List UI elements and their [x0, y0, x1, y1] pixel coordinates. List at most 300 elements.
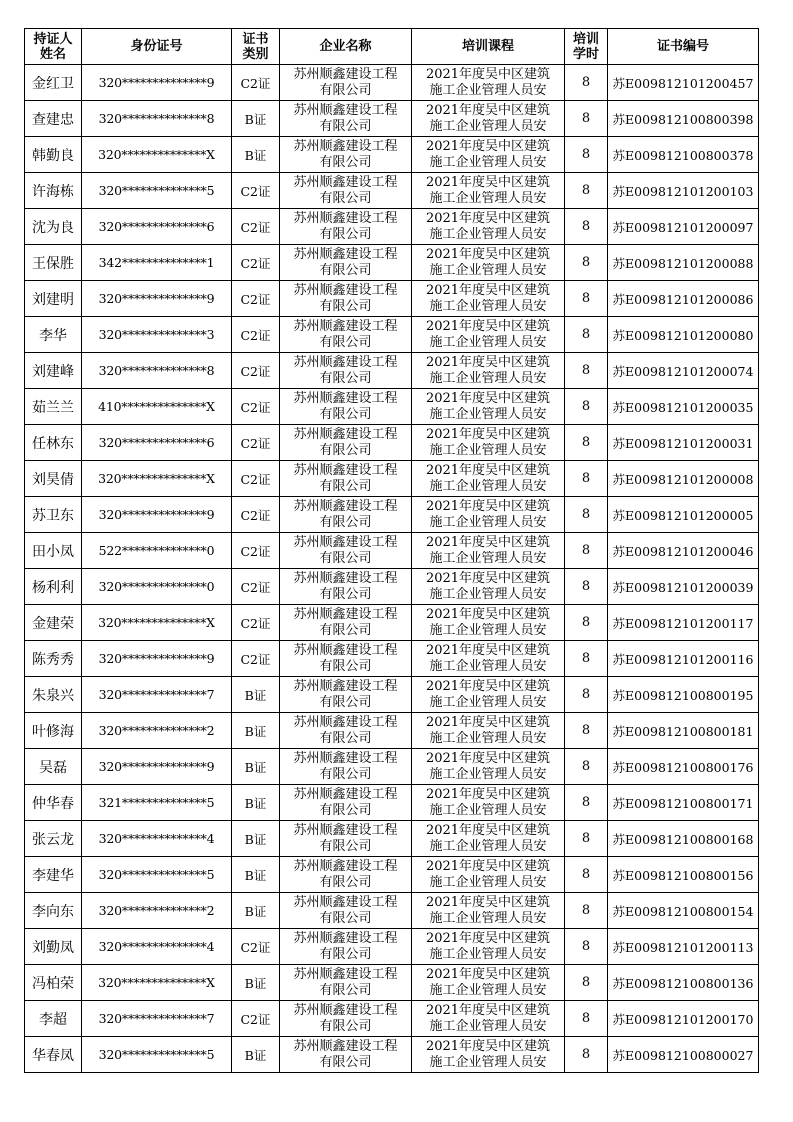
- certificate-number-cell: 苏E009812101200097: [608, 209, 759, 245]
- company-name-line: 苏州顺鑫建设工程: [293, 858, 398, 874]
- certificate-type-cell: C2证: [232, 461, 280, 497]
- certificate-number-cell: 苏E009812100800398: [608, 101, 759, 137]
- company-name-cell: [280, 461, 412, 497]
- certificate-type-cell: B证: [232, 101, 280, 137]
- company-name-cell: [280, 497, 412, 533]
- training-course-line: 施工企业管理人员安: [429, 370, 547, 386]
- company-name-line: 苏州顺鑫建设工程: [293, 642, 398, 658]
- training-course-line: 2021年度吴中区建筑: [425, 786, 551, 802]
- training-course-cell: [412, 785, 565, 821]
- training-course-cell: [412, 65, 565, 101]
- training-course-line: 2021年度吴中区建筑: [425, 930, 551, 946]
- training-hours-cell: 8: [565, 1001, 608, 1037]
- holder-name-cell: 沈为良: [25, 209, 82, 245]
- table-row: [25, 533, 759, 569]
- training-course-line: 2021年度吴中区建筑: [425, 426, 551, 442]
- training-course-line: 施工企业管理人员安: [429, 1054, 547, 1070]
- certificate-number-cell: 苏E009812101200074: [608, 353, 759, 389]
- header-row: [25, 29, 759, 65]
- company-name-cell: [280, 641, 412, 677]
- company-name-line: 有限公司: [319, 370, 372, 386]
- training-course-cell: [412, 101, 565, 137]
- id-number-cell: 320**************4: [82, 821, 232, 857]
- company-name-line: 有限公司: [319, 658, 372, 674]
- company-name-cell: [280, 785, 412, 821]
- certificate-number-cell: 苏E009812101200113: [608, 929, 759, 965]
- table-row: [25, 821, 759, 857]
- training-course-line: 2021年度吴中区建筑: [425, 750, 551, 766]
- header-training-course: 培训课程: [412, 29, 565, 65]
- certificate-number-cell: 苏E009812101200046: [608, 533, 759, 569]
- certificate-roster-table: [24, 28, 759, 1073]
- id-number-cell: 320**************6: [82, 425, 232, 461]
- company-name-line: 有限公司: [319, 874, 372, 890]
- training-hours-cell: 8: [565, 713, 608, 749]
- company-name-line: 有限公司: [319, 550, 372, 566]
- training-course-line: 2021年度吴中区建筑: [425, 138, 551, 154]
- training-course-line: 2021年度吴中区建筑: [425, 1038, 551, 1054]
- training-hours-cell: 8: [565, 965, 608, 1001]
- id-number-cell: 320**************5: [82, 857, 232, 893]
- company-name-line: 有限公司: [319, 982, 372, 998]
- company-name-line: 有限公司: [319, 1054, 372, 1070]
- training-course-cell: [412, 641, 565, 677]
- company-name-cell: [280, 65, 412, 101]
- certificate-type-cell: B证: [232, 821, 280, 857]
- company-name-line: 苏州顺鑫建设工程: [293, 1038, 398, 1054]
- training-course-line: 2021年度吴中区建筑: [425, 390, 551, 406]
- company-name-cell: [280, 317, 412, 353]
- training-course-cell: [412, 353, 565, 389]
- training-hours-cell: 8: [565, 389, 608, 425]
- company-name-line: 苏州顺鑫建设工程: [293, 1002, 398, 1018]
- training-course-cell: [412, 389, 565, 425]
- company-name-line: 有限公司: [319, 262, 372, 278]
- certificate-type-cell: C2证: [232, 389, 280, 425]
- company-name-cell: [280, 677, 412, 713]
- training-hours-cell: 8: [565, 893, 608, 929]
- certificate-number-cell: 苏E009812101200086: [608, 281, 759, 317]
- certificate-type-cell: B证: [232, 785, 280, 821]
- company-name-line: 苏州顺鑫建设工程: [293, 822, 398, 838]
- id-number-cell: 320**************9: [82, 641, 232, 677]
- training-course-cell: [412, 893, 565, 929]
- company-name-line: 苏州顺鑫建设工程: [293, 606, 398, 622]
- holder-name-cell: 李建华: [25, 857, 82, 893]
- training-course-cell: [412, 317, 565, 353]
- company-name-cell: [280, 857, 412, 893]
- holder-name-cell: 苏卫东: [25, 497, 82, 533]
- table-row: [25, 857, 759, 893]
- company-name-line: 苏州顺鑫建设工程: [293, 390, 398, 406]
- certificate-type-cell: C2证: [232, 641, 280, 677]
- certificate-type-cell: B证: [232, 749, 280, 785]
- certificate-number-cell: 苏E009812100800378: [608, 137, 759, 173]
- company-name-line: 有限公司: [319, 694, 372, 710]
- company-name-line: 有限公司: [319, 838, 372, 854]
- training-course-cell: [412, 749, 565, 785]
- id-number-cell: 320**************5: [82, 1037, 232, 1073]
- id-number-cell: 320**************9: [82, 497, 232, 533]
- training-course-line: 施工企业管理人员安: [429, 910, 547, 926]
- training-course-line: 2021年度吴中区建筑: [425, 282, 551, 298]
- training-course-line: 施工企业管理人员安: [429, 82, 547, 98]
- holder-name-cell: 刘昊倩: [25, 461, 82, 497]
- holder-name-cell: 许海栋: [25, 173, 82, 209]
- training-course-line: 施工企业管理人员安: [429, 874, 547, 890]
- table-row: [25, 893, 759, 929]
- training-course-line: 2021年度吴中区建筑: [425, 858, 551, 874]
- table-row: [25, 1037, 759, 1073]
- certificate-type-cell: C2证: [232, 569, 280, 605]
- training-course-line: 施工企业管理人员安: [429, 946, 547, 962]
- company-name-cell: [280, 425, 412, 461]
- certificate-type-cell: C2证: [232, 497, 280, 533]
- company-name-line: 苏州顺鑫建设工程: [293, 138, 398, 154]
- company-name-line: 有限公司: [319, 802, 372, 818]
- table-row: [25, 749, 759, 785]
- holder-name-cell: 冯柏荣: [25, 965, 82, 1001]
- holder-name-cell: 刘建明: [25, 281, 82, 317]
- roster-body: [25, 65, 759, 1073]
- training-course-line: 2021年度吴中区建筑: [425, 606, 551, 622]
- training-course-line: 2021年度吴中区建筑: [425, 498, 551, 514]
- training-hours-cell: 8: [565, 1037, 608, 1073]
- training-course-line: 施工企业管理人员安: [429, 406, 547, 422]
- company-name-cell: [280, 353, 412, 389]
- holder-name-cell: 王保胜: [25, 245, 82, 281]
- header-certificate-number: 证书编号: [608, 29, 759, 65]
- certificate-type-cell: B证: [232, 965, 280, 1001]
- certificate-type-cell: C2证: [232, 173, 280, 209]
- company-name-line: 有限公司: [319, 82, 372, 98]
- training-course-line: 2021年度吴中区建筑: [425, 534, 551, 550]
- company-name-line: 苏州顺鑫建设工程: [293, 282, 398, 298]
- table-row: [25, 641, 759, 677]
- training-course-cell: [412, 713, 565, 749]
- training-course-line: 施工企业管理人员安: [429, 118, 547, 134]
- id-number-cell: 320**************9: [82, 749, 232, 785]
- company-name-line: 苏州顺鑫建设工程: [293, 894, 398, 910]
- certificate-number-cell: 苏E009812100800181: [608, 713, 759, 749]
- company-name-cell: [280, 713, 412, 749]
- id-number-cell: 320**************X: [82, 461, 232, 497]
- id-number-cell: 522**************0: [82, 533, 232, 569]
- company-name-cell: [280, 281, 412, 317]
- training-hours-cell: 8: [565, 641, 608, 677]
- company-name-line: 苏州顺鑫建设工程: [293, 498, 398, 514]
- table-row: [25, 605, 759, 641]
- company-name-line: 有限公司: [319, 478, 372, 494]
- holder-name-cell: 刘勤凤: [25, 929, 82, 965]
- holder-name-cell: 任林东: [25, 425, 82, 461]
- training-course-cell: [412, 1037, 565, 1073]
- company-name-cell: [280, 101, 412, 137]
- training-course-line: 2021年度吴中区建筑: [425, 1002, 551, 1018]
- training-hours-cell: 8: [565, 245, 608, 281]
- company-name-cell: [280, 533, 412, 569]
- training-course-line: 施工企业管理人员安: [429, 154, 547, 170]
- training-course-line: 施工企业管理人员安: [429, 514, 547, 530]
- certificate-number-cell: 苏E009812101200116: [608, 641, 759, 677]
- training-course-cell: [412, 281, 565, 317]
- certificate-number-cell: 苏E009812101200008: [608, 461, 759, 497]
- company-name-line: 苏州顺鑫建设工程: [293, 750, 398, 766]
- table-row: [25, 569, 759, 605]
- training-hours-cell: 8: [565, 101, 608, 137]
- training-course-line: 2021年度吴中区建筑: [425, 894, 551, 910]
- certificate-number-cell: 苏E009812100800176: [608, 749, 759, 785]
- certificate-type-cell: C2证: [232, 1001, 280, 1037]
- training-hours-cell: 8: [565, 929, 608, 965]
- training-hours-cell: 8: [565, 605, 608, 641]
- training-hours-cell: 8: [565, 425, 608, 461]
- company-name-line: 有限公司: [319, 334, 372, 350]
- training-course-line: 施工企业管理人员安: [429, 334, 547, 350]
- id-number-cell: 320**************4: [82, 929, 232, 965]
- holder-name-cell: 仲华春: [25, 785, 82, 821]
- training-course-cell: [412, 677, 565, 713]
- company-name-line: 苏州顺鑫建设工程: [293, 714, 398, 730]
- company-name-line: 苏州顺鑫建设工程: [293, 318, 398, 334]
- training-hours-cell: 8: [565, 821, 608, 857]
- training-hours-cell: 8: [565, 209, 608, 245]
- holder-name-cell: 金红卫: [25, 65, 82, 101]
- company-name-line: 有限公司: [319, 730, 372, 746]
- training-course-line: 施工企业管理人员安: [429, 298, 547, 314]
- certificate-number-cell: 苏E009812101200039: [608, 569, 759, 605]
- certificate-type-cell: C2证: [232, 245, 280, 281]
- certificate-number-cell: 苏E009812101200117: [608, 605, 759, 641]
- table-row: [25, 65, 759, 101]
- table-row: [25, 713, 759, 749]
- certificate-number-cell: 苏E009812100800168: [608, 821, 759, 857]
- holder-name-cell: 朱泉兴: [25, 677, 82, 713]
- training-hours-cell: 8: [565, 569, 608, 605]
- certificate-number-cell: 苏E009812100800171: [608, 785, 759, 821]
- holder-name-cell: 韩勤良: [25, 137, 82, 173]
- certificate-type-cell: B证: [232, 1037, 280, 1073]
- training-course-cell: [412, 857, 565, 893]
- table-row: [25, 137, 759, 173]
- holder-name-cell: 李华: [25, 317, 82, 353]
- company-name-cell: [280, 137, 412, 173]
- company-name-line: 苏州顺鑫建设工程: [293, 210, 398, 226]
- holder-name-cell: 李超: [25, 1001, 82, 1037]
- table-row: [25, 785, 759, 821]
- training-hours-cell: 8: [565, 353, 608, 389]
- company-name-line: 苏州顺鑫建设工程: [293, 102, 398, 118]
- training-course-cell: [412, 461, 565, 497]
- training-hours-cell: 8: [565, 137, 608, 173]
- table-row: [25, 101, 759, 137]
- certificate-number-cell: 苏E009812101200005: [608, 497, 759, 533]
- training-hours-cell: 8: [565, 317, 608, 353]
- id-number-cell: 320**************9: [82, 281, 232, 317]
- company-name-cell: [280, 173, 412, 209]
- certificate-type-cell: C2证: [232, 353, 280, 389]
- id-number-cell: 320**************0: [82, 569, 232, 605]
- holder-name-cell: 田小凤: [25, 533, 82, 569]
- company-name-line: 苏州顺鑫建设工程: [293, 174, 398, 190]
- holder-name-cell: 茹兰兰: [25, 389, 82, 425]
- training-course-line: 施工企业管理人员安: [429, 802, 547, 818]
- company-name-line: 苏州顺鑫建设工程: [293, 570, 398, 586]
- training-course-cell: [412, 425, 565, 461]
- id-number-cell: 320**************6: [82, 209, 232, 245]
- holder-name-cell: 查建忠: [25, 101, 82, 137]
- company-name-cell: [280, 389, 412, 425]
- training-course-line: 施工企业管理人员安: [429, 694, 547, 710]
- training-hours-cell: 8: [565, 497, 608, 533]
- table-row: [25, 677, 759, 713]
- company-name-line: 有限公司: [319, 190, 372, 206]
- certificate-number-cell: 苏E009812101200088: [608, 245, 759, 281]
- company-name-cell: [280, 749, 412, 785]
- training-course-cell: [412, 497, 565, 533]
- company-name-line: 有限公司: [319, 910, 372, 926]
- training-course-line: 2021年度吴中区建筑: [425, 102, 551, 118]
- table-row: [25, 281, 759, 317]
- training-course-line: 2021年度吴中区建筑: [425, 642, 551, 658]
- certificate-type-cell: C2证: [232, 929, 280, 965]
- id-number-cell: 320**************X: [82, 965, 232, 1001]
- company-name-line: 有限公司: [319, 406, 372, 422]
- header-certificate-type: 证书 类别: [232, 29, 280, 65]
- company-name-line: 苏州顺鑫建设工程: [293, 354, 398, 370]
- company-name-line: 苏州顺鑫建设工程: [293, 786, 398, 802]
- training-course-line: 2021年度吴中区建筑: [425, 570, 551, 586]
- company-name-cell: [280, 1037, 412, 1073]
- certificate-type-cell: C2证: [232, 605, 280, 641]
- training-course-cell: [412, 965, 565, 1001]
- id-number-cell: 410**************X: [82, 389, 232, 425]
- company-name-line: 有限公司: [319, 1018, 372, 1034]
- training-course-line: 施工企业管理人员安: [429, 262, 547, 278]
- certificate-number-cell: 苏E009812101200170: [608, 1001, 759, 1037]
- company-name-line: 有限公司: [319, 766, 372, 782]
- training-course-line: 2021年度吴中区建筑: [425, 354, 551, 370]
- company-name-line: 有限公司: [319, 622, 372, 638]
- training-course-line: 2021年度吴中区建筑: [425, 462, 551, 478]
- certificate-type-cell: B证: [232, 893, 280, 929]
- training-hours-cell: 8: [565, 677, 608, 713]
- training-course-line: 施工企业管理人员安: [429, 622, 547, 638]
- header-training-hours: 培训 学时: [565, 29, 608, 65]
- holder-name-cell: 陈秀秀: [25, 641, 82, 677]
- training-course-cell: [412, 1001, 565, 1037]
- company-name-cell: [280, 245, 412, 281]
- certificate-number-cell: 苏E009812100800156: [608, 857, 759, 893]
- training-course-line: 2021年度吴中区建筑: [425, 822, 551, 838]
- certificate-type-cell: C2证: [232, 425, 280, 461]
- training-course-line: 施工企业管理人员安: [429, 442, 547, 458]
- id-number-cell: 320**************X: [82, 605, 232, 641]
- certificate-number-cell: 苏E009812101200031: [608, 425, 759, 461]
- id-number-cell: 342**************1: [82, 245, 232, 281]
- company-name-line: 有限公司: [319, 442, 372, 458]
- training-course-line: 施工企业管理人员安: [429, 226, 547, 242]
- holder-name-cell: 华春凤: [25, 1037, 82, 1073]
- id-number-cell: 320**************5: [82, 173, 232, 209]
- table-row: [25, 353, 759, 389]
- header-company-name: 企业名称: [280, 29, 412, 65]
- training-course-cell: [412, 209, 565, 245]
- company-name-cell: [280, 821, 412, 857]
- certificate-type-cell: B证: [232, 857, 280, 893]
- training-hours-cell: 8: [565, 461, 608, 497]
- training-hours-cell: 8: [565, 65, 608, 101]
- company-name-line: 有限公司: [319, 226, 372, 242]
- certificate-number-cell: 苏E009812101200035: [608, 389, 759, 425]
- table-row: [25, 497, 759, 533]
- company-name-line: 有限公司: [319, 118, 372, 134]
- training-course-line: 2021年度吴中区建筑: [425, 318, 551, 334]
- training-course-line: 施工企业管理人员安: [429, 586, 547, 602]
- training-course-line: 施工企业管理人员安: [429, 838, 547, 854]
- id-number-cell: 320**************8: [82, 353, 232, 389]
- training-course-line: 施工企业管理人员安: [429, 730, 547, 746]
- training-hours-cell: 8: [565, 173, 608, 209]
- table-row: [25, 965, 759, 1001]
- company-name-cell: [280, 965, 412, 1001]
- certificate-type-cell: C2证: [232, 533, 280, 569]
- holder-name-cell: 吴磊: [25, 749, 82, 785]
- company-name-line: 有限公司: [319, 154, 372, 170]
- training-course-cell: [412, 245, 565, 281]
- training-course-line: 施工企业管理人员安: [429, 478, 547, 494]
- training-course-line: 施工企业管理人员安: [429, 658, 547, 674]
- training-course-line: 施工企业管理人员安: [429, 190, 547, 206]
- training-course-cell: [412, 929, 565, 965]
- certificate-number-cell: 苏E009812100800027: [608, 1037, 759, 1073]
- table-row: [25, 209, 759, 245]
- holder-name-cell: 张云龙: [25, 821, 82, 857]
- id-number-cell: 320**************3: [82, 317, 232, 353]
- company-name-line: 苏州顺鑫建设工程: [293, 678, 398, 694]
- id-number-cell: 320**************9: [82, 65, 232, 101]
- training-hours-cell: 8: [565, 533, 608, 569]
- certificate-number-cell: 苏E009812101200103: [608, 173, 759, 209]
- training-course-line: 施工企业管理人员安: [429, 982, 547, 998]
- training-course-cell: [412, 605, 565, 641]
- company-name-line: 有限公司: [319, 514, 372, 530]
- training-course-line: 2021年度吴中区建筑: [425, 678, 551, 694]
- company-name-line: 有限公司: [319, 586, 372, 602]
- id-number-cell: 320**************2: [82, 713, 232, 749]
- training-course-line: 2021年度吴中区建筑: [425, 174, 551, 190]
- company-name-line: 苏州顺鑫建设工程: [293, 66, 398, 82]
- company-name-cell: [280, 893, 412, 929]
- certificate-number-cell: 苏E009812101200457: [608, 65, 759, 101]
- company-name-cell: [280, 569, 412, 605]
- holder-name-cell: 叶修海: [25, 713, 82, 749]
- company-name-line: 苏州顺鑫建设工程: [293, 930, 398, 946]
- table-row: [25, 425, 759, 461]
- holder-name-cell: 杨利利: [25, 569, 82, 605]
- table-row: [25, 929, 759, 965]
- certificate-number-cell: 苏E009812100800195: [608, 677, 759, 713]
- training-course-line: 2021年度吴中区建筑: [425, 966, 551, 982]
- company-name-cell: [280, 929, 412, 965]
- table-row: [25, 389, 759, 425]
- id-number-cell: 320**************7: [82, 677, 232, 713]
- training-hours-cell: 8: [565, 857, 608, 893]
- training-course-line: 2021年度吴中区建筑: [425, 714, 551, 730]
- company-name-cell: [280, 605, 412, 641]
- certificate-type-cell: B证: [232, 137, 280, 173]
- training-course-line: 2021年度吴中区建筑: [425, 66, 551, 82]
